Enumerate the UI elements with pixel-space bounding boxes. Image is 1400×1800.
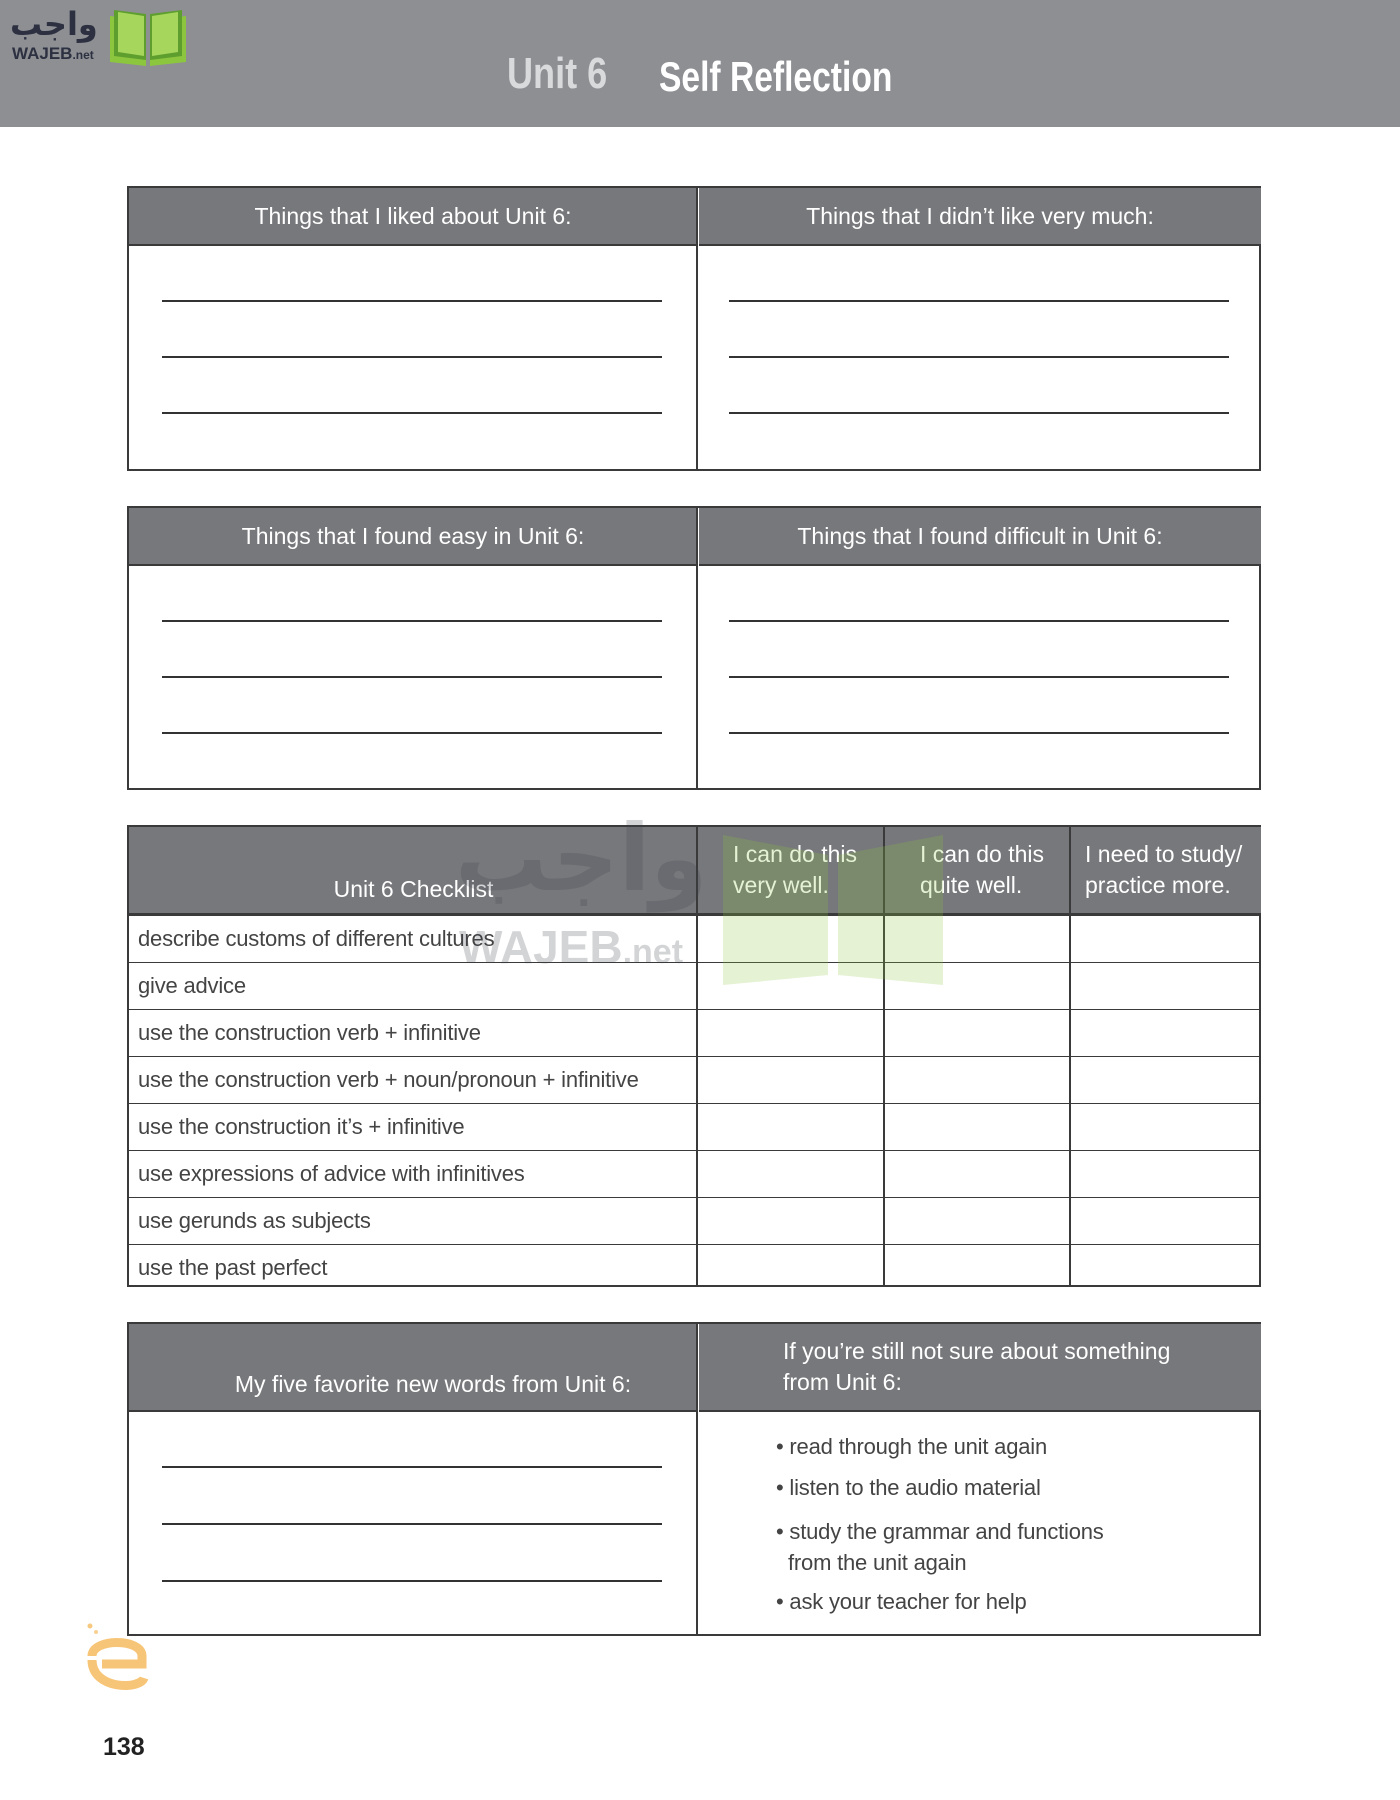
disliked-header: Things that I didn’t like very much: (699, 188, 1261, 246)
writing-line[interactable] (162, 1466, 662, 1468)
book-icon (106, 6, 190, 66)
tip-item: • listen to the audio material (776, 1475, 1041, 1500)
checklist-item: use the construction verb + infinitive (138, 1020, 481, 1045)
tip-item: • study the grammar and functions from the unit again (776, 1519, 1104, 1575)
writing-line[interactable] (162, 412, 662, 414)
tip-text: study the grammar and functions from the unit again (788, 1519, 1104, 1575)
column-divider (696, 1324, 698, 1634)
page-number: 138 (103, 1733, 145, 1761)
checklist-row (129, 1244, 1259, 1287)
writing-line[interactable] (729, 356, 1229, 358)
tip-item: • ask your teacher for help (776, 1589, 1027, 1614)
tip-item: • read through the unit again (776, 1434, 1048, 1459)
column-divider (696, 508, 698, 788)
bottom-logo-icon (82, 1620, 152, 1700)
column-divider (696, 188, 698, 469)
checklist-item: use gerunds as subjects (138, 1208, 371, 1233)
checklist-table (127, 825, 1261, 1287)
logo-latin-text: WAJEB.net (12, 44, 94, 63)
checklist-item: describe customs of different cultures (138, 926, 495, 951)
watermark-arabic: واجب (455, 805, 708, 912)
col-quite-well-text: I can do this quite well. (920, 841, 1045, 898)
writing-line[interactable] (162, 676, 662, 678)
writing-line[interactable] (162, 620, 662, 622)
page-title: Self Reflection (659, 53, 893, 100)
favorites-header-text: My five favorite new words from Unit 6: (234, 1371, 632, 1397)
tips-header (699, 1324, 1261, 1412)
favorites-tips-box (127, 1322, 1261, 1636)
tip-text: listen to the audio material (789, 1475, 1041, 1500)
checklist-row (129, 1150, 1259, 1197)
writing-line[interactable] (729, 300, 1229, 302)
easy-difficult-box (127, 506, 1261, 790)
writing-line[interactable] (162, 1580, 662, 1582)
wajeb-logo[interactable] (10, 6, 190, 68)
col-quite-well-header (884, 827, 1070, 915)
writing-line[interactable] (162, 300, 662, 302)
checklist-item: use the construction verb + noun/pronoun + infinitive (138, 1067, 639, 1092)
writing-line[interactable] (729, 676, 1229, 678)
tips-header-text: If you’re still not sure about something from Unit 6: (783, 1338, 1171, 1395)
writing-line[interactable] (729, 732, 1229, 734)
checklist-row (129, 1009, 1259, 1056)
col-very-well-header (697, 827, 884, 915)
checklist-item: use the past perfect (138, 1255, 328, 1280)
checklist-row (129, 962, 1259, 1009)
col-study-more-text: I need to study/ practice more. (1085, 841, 1243, 898)
writing-line[interactable] (729, 412, 1229, 414)
difficult-header: Things that I found difficult in Unit 6: (699, 508, 1261, 566)
writing-line[interactable] (162, 1523, 662, 1525)
liked-disliked-box (127, 186, 1261, 471)
checklist-row (129, 1197, 1259, 1244)
checklist-row (129, 1056, 1259, 1103)
col-study-more-header (1070, 827, 1261, 915)
watermark-latin: WAJEB.net (459, 921, 684, 973)
writing-line[interactable] (729, 620, 1229, 622)
checklist-item: use expressions of advice with infinitives (138, 1161, 525, 1186)
liked-header: Things that I liked about Unit 6: (129, 188, 697, 246)
logo-arabic-text: واجب (10, 5, 98, 43)
easy-header: Things that I found easy in Unit 6: (129, 508, 697, 566)
writing-line[interactable] (162, 732, 662, 734)
col-very-well-text: I can do this very well. (733, 841, 858, 898)
tip-text: read through the unit again (789, 1434, 1048, 1459)
writing-line[interactable] (162, 356, 662, 358)
checklist-item: use the construction it’s + infinitive (138, 1114, 465, 1139)
checklist-title-text: Unit 6 Checklist (333, 876, 494, 902)
tip-text: ask your teacher for help (789, 1589, 1027, 1614)
checklist-title (129, 827, 697, 915)
checklist-item: give advice (138, 973, 246, 998)
checklist-row (129, 915, 1259, 962)
favorites-header (129, 1324, 697, 1412)
checklist-row (129, 1103, 1259, 1150)
unit-number: Unit 6 (507, 49, 608, 98)
page-header (0, 0, 1400, 127)
